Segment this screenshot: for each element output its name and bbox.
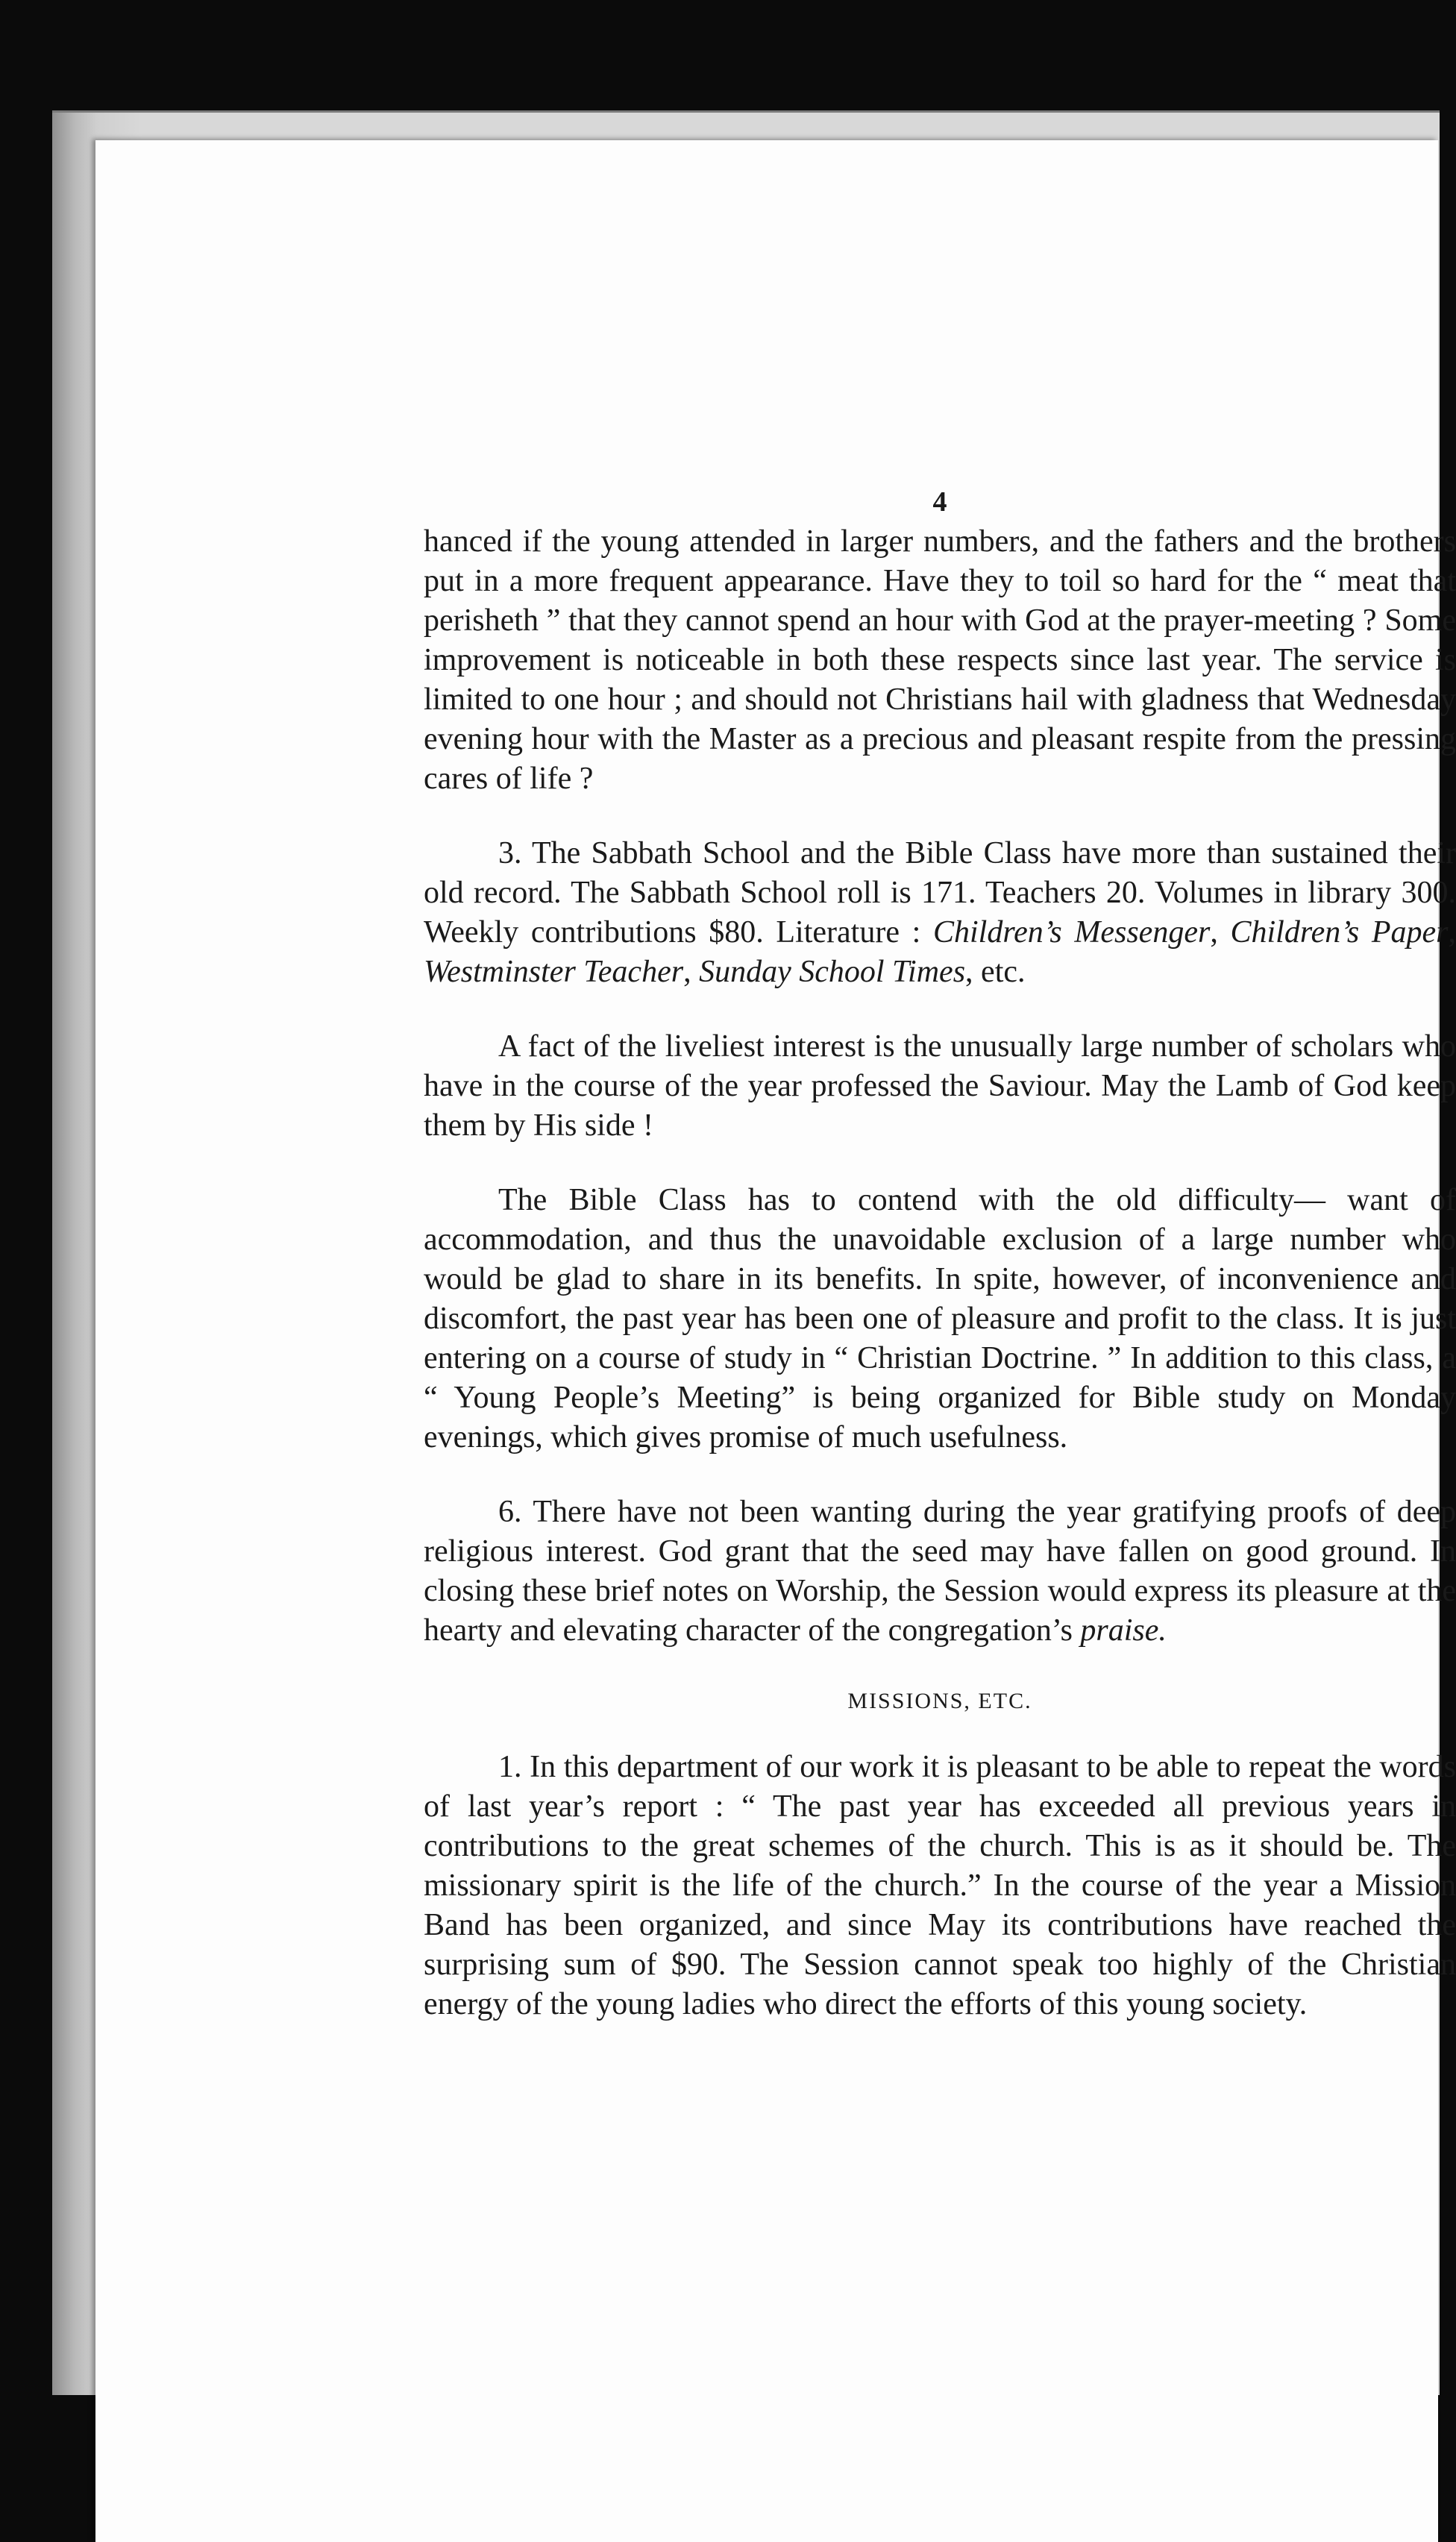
document-page [95, 140, 1456, 2542]
title-sunday-school-times: Sunday School Times [699, 955, 966, 989]
title-childrens-messenger: Children’s Messenger [932, 915, 1211, 950]
title-childrens-paper: Children’s Paper [1230, 915, 1449, 950]
emphasis-praise: praise. [1080, 1613, 1167, 1648]
page-content [424, 483, 1456, 2024]
paragraph-religious-interest [424, 1493, 1456, 1651]
page-number: 4 [932, 486, 947, 518]
sabbath-school-text: 3. The Sabbath School and the Bible Class have more than sustained their old record. The Sabbath School roll is 171. Teachers 20. Volumes in library 300. Weekly contributions $80. Literature : [424, 836, 1456, 950]
paragraph-sabbath-school [424, 834, 1456, 992]
title-westminster-teacher: Westminster Teacher [424, 955, 684, 989]
religious-interest-text: 6. There have not been wanting during the year gratifying proofs of deep religious interest. God grant that the seed may have fallen on good ground. In closing these brief notes on Worship, the Session would express its pleasure at the hearty and elevating character of the congregation’s [424, 1495, 1456, 1648]
separator: , [1448, 915, 1456, 950]
separator: , [683, 955, 700, 989]
literature-ending: , etc. [965, 955, 1026, 989]
paragraph-missions: 1. In this department of our work it is pleasant to be able to repeat the words of last year’s report : “ The past year has exceeded all previous years in contributions to the great schemes of the church. This is as it should be. The missionary spirit is the life of the church.” In the course of the year a Mission Band has been organized, and since May its contributions have reached the surprising sum of $90. The Session cannot speak too highly of the Christian energy of the young ladies who direct the efforts of this young society. [424, 1750, 1456, 2021]
separator: , [1210, 915, 1231, 950]
paragraph-prayer-meeting: hanced if the young attended in larger numbers, and the fathers and the brothers put in a more frequent appearance. Have they to toil so hard for the “ meat that perisheth ” that they cannot spend an hour with God at the prayer-meeting ? Some improvement is noticeable in both these respects since last year. The service is limited to one hour ; and should not Christians hail with gladness that Wednesday evening hour with the Master as a precious and pleasant respite from the pressing cares of life ? [424, 524, 1456, 796]
paragraph-scholars: A fact of the liveliest interest is the unusually large number of scholars who have in the course of the year professed the Saviour. May the Lamb of God keep them by His side ! [424, 1029, 1456, 1143]
section-heading-missions: MISSIONS, ETC. [847, 1689, 1032, 1713]
paragraph-bible-class: The Bible Class has to contend with the old difficulty— want of accommodation, and thus the unavoidable exclusion of a large number who would be glad to share in its benefits. In spite, however, of inconvenience and discomfort, the past year has been one of pleasure and profit to the class. It is just entering on a course of study in “ Christian Doctrine. ” In addition to this class, a “ Young People’s Meeting” is being organized for Bible study on Monday evenings, which gives promise of much usefulness. [424, 1183, 1456, 1454]
